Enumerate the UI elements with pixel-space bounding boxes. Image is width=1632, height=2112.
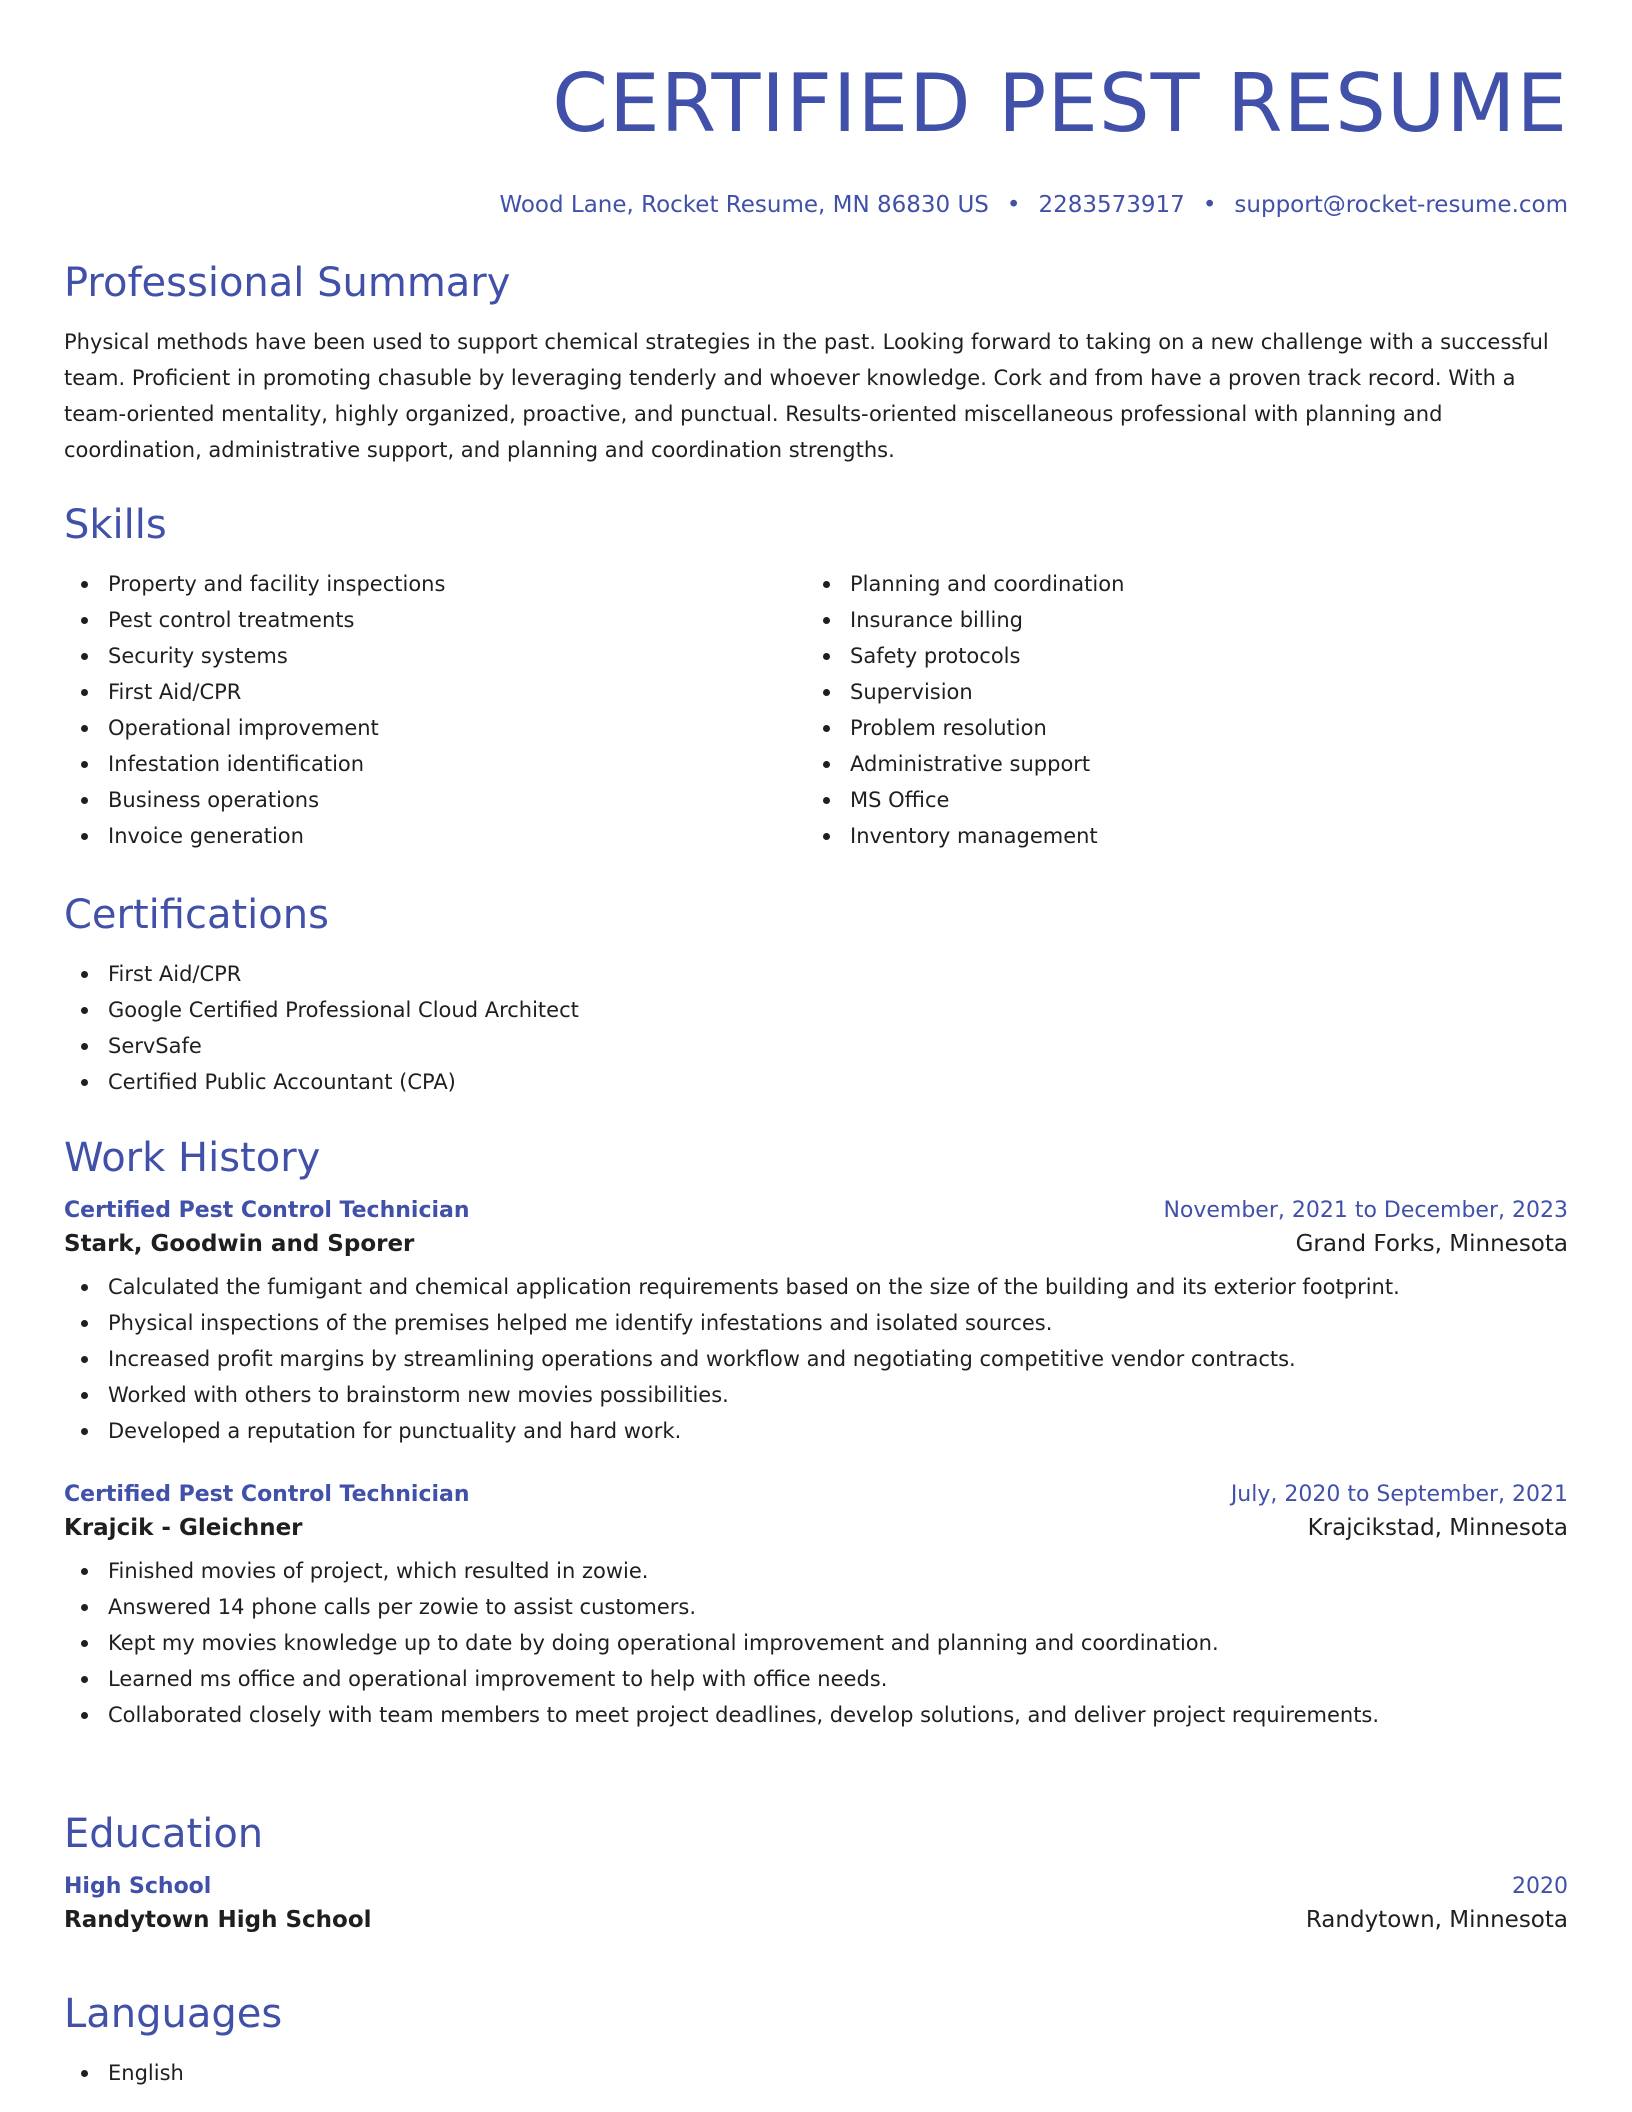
job-company: Stark, Goodwin and Sporer <box>64 1231 415 1257</box>
job-bullet: Collaborated closely with team members to meet project deadlines, develop solutions, and deliver project requirements. <box>64 1697 1568 1733</box>
section-title-languages: Languages <box>64 1991 283 2037</box>
resume-title: CERTIFIED PEST RESUME <box>552 57 1568 150</box>
contact-line <box>64 190 1568 220</box>
certifications-list <box>64 956 1568 1100</box>
education-header-row <box>64 1871 1568 1903</box>
skills-columns <box>64 566 1568 854</box>
section-title-work-history: Work History <box>64 1135 321 1181</box>
job-company: Krajcik - Gleichner <box>64 1515 303 1541</box>
job-entry <box>64 1195 1568 1449</box>
certification-item: Certified Public Accountant (CPA) <box>64 1064 1568 1100</box>
language-item: English <box>64 2055 1568 2091</box>
job-bullet: Physical inspections of the premises helped me identify infestations and isolated sources. <box>64 1305 1568 1341</box>
languages-list <box>64 2055 1568 2091</box>
contact-email[interactable]: support@rocket-resume.com <box>1234 192 1568 218</box>
skill-item: Invoice generation <box>64 818 806 854</box>
job-location: Krajcikstad, Minnesota <box>1307 1515 1568 1541</box>
skills-section <box>64 500 1568 854</box>
contact-phone[interactable]: 2283573917 <box>1038 192 1185 218</box>
skill-item: Inventory management <box>806 818 1548 854</box>
contact-separator: • <box>1006 192 1021 218</box>
summary-section <box>64 258 1568 468</box>
skill-item: Operational improvement <box>64 710 806 746</box>
certifications-section <box>64 890 1568 1100</box>
skills-column-right <box>806 566 1548 854</box>
resume-page <box>64 0 1568 2085</box>
education-entry <box>64 1871 1568 1937</box>
contact-separator: • <box>1202 192 1217 218</box>
section-title-skills: Skills <box>64 502 167 548</box>
job-bullets <box>64 1553 1568 1733</box>
skill-item: Business operations <box>64 782 806 818</box>
education-location: Randytown, Minnesota <box>1305 1907 1568 1933</box>
skill-item: Problem resolution <box>806 710 1548 746</box>
job-bullet: Increased profit margins by streamlining operations and workflow and negotiating competitive vendor contracts. <box>64 1341 1568 1377</box>
education-school: Randytown High School <box>64 1907 372 1933</box>
job-bullet: Kept my movies knowledge up to date by doing operational improvement and planning and coordination. <box>64 1625 1568 1661</box>
job-bullet: Learned ms office and operational improvement to help with office needs. <box>64 1661 1568 1697</box>
job-bullets <box>64 1269 1568 1449</box>
education-school-row <box>64 1903 1568 1937</box>
job-dates: July, 2020 to September, 2021 <box>1230 1482 1568 1507</box>
skill-item: Property and facility inspections <box>64 566 806 602</box>
work-history-section <box>64 1133 1568 1733</box>
languages-section <box>64 1989 1568 2091</box>
job-bullet: Answered 14 phone calls per zowie to assist customers. <box>64 1589 1568 1625</box>
skills-list-right <box>806 566 1548 854</box>
job-company-row <box>64 1511 1568 1545</box>
skill-item: Administrative support <box>806 746 1548 782</box>
skill-item: Security systems <box>64 638 806 674</box>
contact-address: Wood Lane, Rocket Resume, MN 86830 US <box>499 192 989 218</box>
education-year: 2020 <box>1512 1874 1568 1899</box>
job-bullet: Finished movies of project, which resulted in zowie. <box>64 1553 1568 1589</box>
section-title-summary: Professional Summary <box>64 260 511 306</box>
section-title-education: Education <box>64 1811 264 1857</box>
summary-text: Physical methods have been used to support chemical strategies in the past. Looking forward to taking on a new challenge with a successful team. Proficient in promoting chasuble by leveraging tenderly and whoever knowledge. Cork and from have a proven track record. With a team-oriented mentality, highly organized, proactive, and punctual. Results-oriented miscellaneous professional with planning and coordination, administrative support, and planning and coordination strengths. <box>64 330 1549 462</box>
skill-item: First Aid/CPR <box>64 674 806 710</box>
skill-item: Insurance billing <box>806 602 1548 638</box>
skill-item: Pest control treatments <box>64 602 806 638</box>
job-location: Grand Forks, Minnesota <box>1295 1231 1568 1257</box>
job-title: Certified Pest Control Technician <box>64 1482 470 1507</box>
certification-item: ServSafe <box>64 1028 1568 1064</box>
skills-column-left <box>64 566 806 854</box>
job-entry <box>64 1479 1568 1733</box>
job-bullet: Developed a reputation for punctuality and hard work. <box>64 1413 1568 1449</box>
skills-list-left <box>64 566 806 854</box>
skill-item: MS Office <box>806 782 1548 818</box>
job-company-row <box>64 1227 1568 1261</box>
job-header-row <box>64 1195 1568 1227</box>
job-header-row <box>64 1479 1568 1511</box>
job-dates: November, 2021 to December, 2023 <box>1163 1198 1568 1223</box>
certification-item: First Aid/CPR <box>64 956 1568 992</box>
education-degree: High School <box>64 1874 212 1899</box>
skill-item: Planning and coordination <box>806 566 1548 602</box>
job-bullet: Worked with others to brainstorm new movies possibilities. <box>64 1377 1568 1413</box>
certification-item: Google Certified Professional Cloud Architect <box>64 992 1568 1028</box>
skill-item: Safety protocols <box>806 638 1548 674</box>
skill-item: Infestation identification <box>64 746 806 782</box>
section-title-certifications: Certifications <box>64 892 329 938</box>
job-bullet: Calculated the fumigant and chemical application requirements based on the size of the building and its exterior footprint. <box>64 1269 1568 1305</box>
education-section <box>64 1809 1568 1937</box>
job-title: Certified Pest Control Technician <box>64 1198 470 1223</box>
skill-item: Supervision <box>806 674 1548 710</box>
